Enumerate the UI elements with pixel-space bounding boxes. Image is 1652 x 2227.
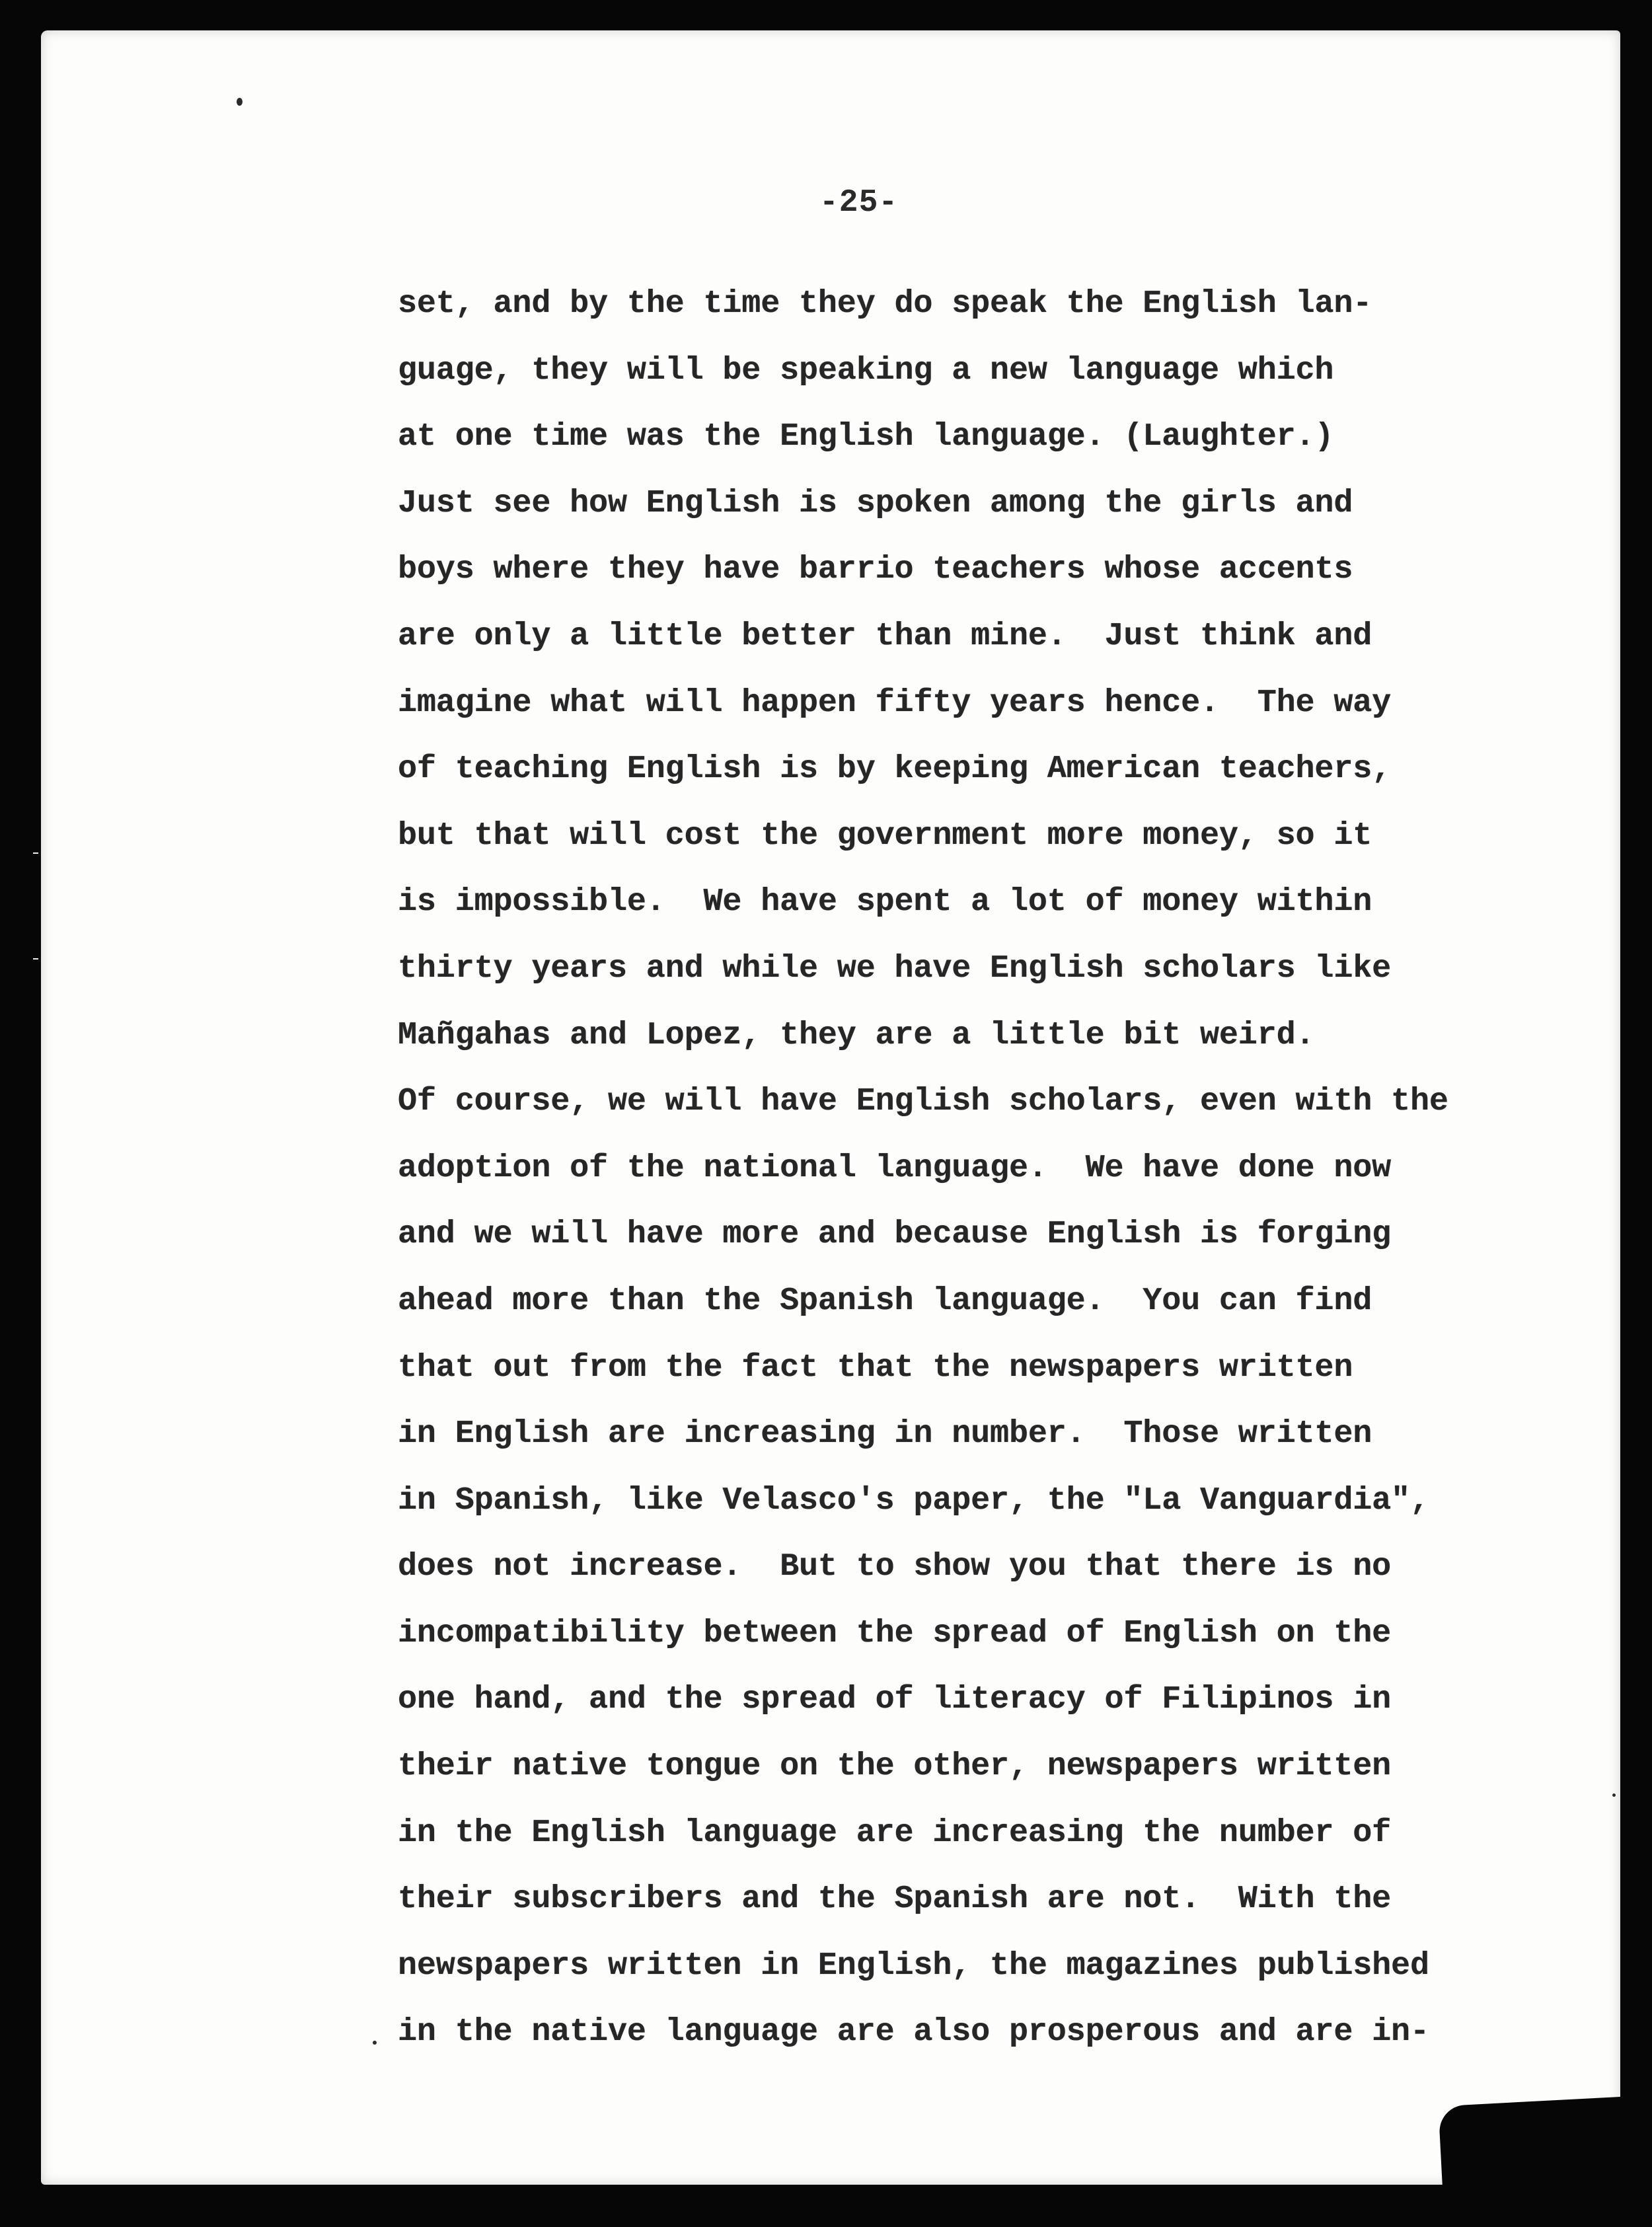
text-line: imagine what will happen fifty years hence. The way: [398, 684, 1392, 721]
text-line: that out from the fact that the newspapers written: [398, 1349, 1353, 1386]
text-line: in English are increasing in number. Those written: [398, 1415, 1372, 1453]
text-line: boys where they have barrio teachers whose accents: [398, 551, 1353, 588]
text-line: and we will have more and because English is forging: [398, 1216, 1392, 1253]
text-line: in Spanish, like Velasco's paper, the "La Vanguardia",: [398, 1482, 1429, 1519]
text-line: guage, they will be speaking a new language which: [398, 352, 1334, 389]
text-line: set, and by the time they do speak the English lan-: [398, 285, 1372, 322]
text-line: adoption of the national language. We have done now: [398, 1149, 1392, 1186]
ink-speck: [237, 98, 243, 106]
text-line: at one time was the English language. (Laughter.): [398, 418, 1334, 455]
text-line: in the native language are also prosperous and are in-: [398, 2014, 1429, 2051]
text-line: their native tongue on the other, newspapers written: [398, 1748, 1392, 1785]
text-line: their subscribers and the Spanish are not. With the: [398, 1881, 1392, 1918]
ink-speck: [373, 2041, 377, 2045]
edge-mark: [33, 852, 38, 854]
text-line: Mañgahas and Lopez, they are a little bit weird.: [398, 1016, 1315, 1053]
text-line: does not increase. But to show you that there is no: [398, 1548, 1392, 1585]
text-line: ahead more than the Spanish language. You can find: [398, 1282, 1372, 1319]
ink-speck: [1612, 1793, 1616, 1797]
text-line: are only a little better than mine. Just think and: [398, 617, 1372, 654]
text-line: Just see how English is spoken among the girls and: [398, 484, 1353, 521]
body-text: [398, 284, 1600, 2079]
text-line: thirty years and while we have English scholars like: [398, 950, 1392, 987]
text-line: is impossible. We have spent a lot of money within: [398, 884, 1372, 921]
text-line: in the English language are increasing the number of: [398, 1814, 1392, 1851]
text-line: one hand, and the spread of literacy of Filipinos in: [398, 1681, 1392, 1718]
text-line: of teaching English is by keeping American teachers,: [398, 751, 1392, 788]
torn-corner: [1439, 2097, 1628, 2199]
text-line: incompatibility between the spread of English on the: [398, 1614, 1392, 1651]
text-line: Of course, we will have English scholars, even with the: [398, 1083, 1448, 1120]
page-number: -25-: [819, 185, 899, 221]
text-line: newspapers written in English, the magazines published: [398, 1947, 1429, 1984]
text-line: but that will cost the government more money, so it: [398, 817, 1372, 854]
edge-mark: [33, 958, 38, 960]
